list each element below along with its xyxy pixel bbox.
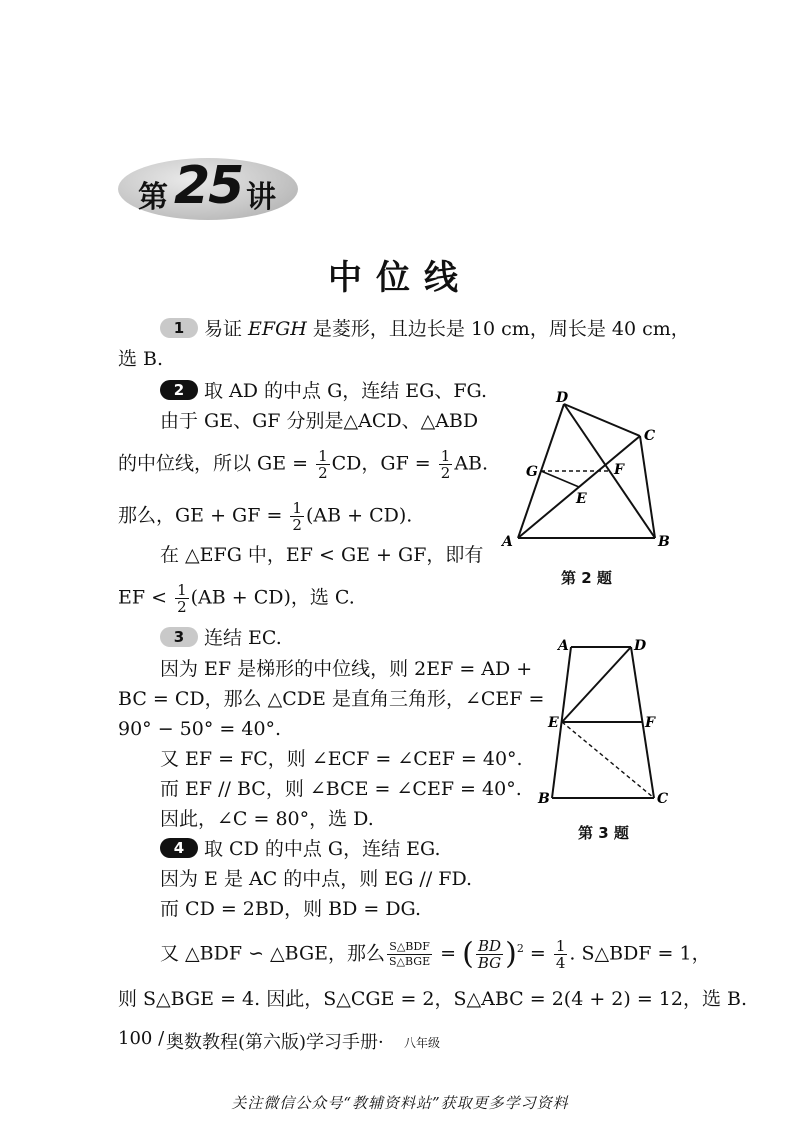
left-paren: ( xyxy=(462,936,474,972)
label-d: D xyxy=(634,638,647,654)
problem-1-line-2: 选 B. xyxy=(118,348,164,370)
exponent: 2 xyxy=(516,942,524,955)
figure-3-diagram xyxy=(530,635,680,815)
lesson-prefix: 第 xyxy=(138,180,168,215)
label-b: B xyxy=(538,791,550,807)
segment-cb xyxy=(640,436,655,538)
segment-ec-dashed xyxy=(562,722,654,798)
grade-label: 八年级 xyxy=(404,1036,441,1050)
lesson-suffix: 讲 xyxy=(246,180,276,215)
problem-3-line-6: 而 EF // BC，则 ∠BCE = ∠CEF = 40°. xyxy=(160,778,522,800)
label-f: F xyxy=(645,715,655,731)
problem-2-line-3: 的中位线，所以 GE = $\frac{1}{2}$ CD，GF = $\frac{1}{2}$ AB. xyxy=(118,447,489,482)
right-paren: ) xyxy=(505,936,517,972)
fraction-half: $\frac{1}{2}$ xyxy=(177,581,187,616)
label-e: E xyxy=(576,491,587,507)
problem-3-number: 3 xyxy=(160,627,198,647)
problem-3-line-3: BC = CD，那么 △CDE 是直角三角形，∠CEF = xyxy=(118,688,545,710)
fraction-half: $\frac{1}{2}$ xyxy=(440,447,451,482)
segment-ge xyxy=(541,471,579,487)
problem-4-line-3: 而 CD = 2BD，则 BD = DG. xyxy=(160,898,422,920)
problem-4-line-1: 4 取 CD 的中点 G，连结 EG. xyxy=(160,836,441,862)
problem-3-line-5: 又 EF = FC，则 ∠ECF = ∠CEF = 40°. xyxy=(160,748,523,770)
page-title: 中位线 xyxy=(328,258,472,298)
fraction-half: $\frac{1}{2}$ xyxy=(292,499,302,534)
label-a: A xyxy=(502,534,513,550)
problem-1-number: 1 xyxy=(160,318,198,338)
quarter-fraction: $\frac{1}{4}$ xyxy=(555,936,566,972)
area-ratio-fraction: $\frac{\text{S△BDF}}{\text{S△BGE}}$ xyxy=(389,939,431,968)
problem-4-line-2: 因为 E 是 AC 的中点，则 EG // FD. xyxy=(160,868,473,890)
problem-4-number: 4 xyxy=(160,838,198,858)
page-number: 100 / xyxy=(118,1028,165,1049)
segment-ed xyxy=(562,647,631,722)
problem-4-line-4: 又 △BDF ∽ △BGE，那么 $\frac{\text{S△BDF}}{\text{S△BGE}}$ = ( $\frac{BD}{BG}$ )$^2$ = $\frac{1}{4}$ . S△BDF = 1， xyxy=(160,936,711,972)
figure-3-caption: 第 3 题 xyxy=(578,824,629,842)
watermark-text: 关注微信公众号“教辅资料站”获取更多学习资料 xyxy=(231,1094,569,1112)
bd-bg-fraction: $\frac{BD}{BG}$ xyxy=(477,936,502,972)
figure-2-caption: 第 2 题 xyxy=(561,569,612,587)
problem-2-line-5: 在 △EFG 中，EF < GE + GF，即有 xyxy=(160,544,484,566)
problem-3-line-1: 3 连结 EC. xyxy=(160,625,282,651)
label-e: E xyxy=(548,715,559,731)
label-f: F xyxy=(614,462,624,478)
fraction-half: $\frac{1}{2}$ xyxy=(318,447,328,482)
label-b: B xyxy=(658,534,670,550)
problem-2-line-4: 那么，GE + GF = $\frac{1}{2}$ (AB + CD). xyxy=(118,499,413,534)
label-c: C xyxy=(644,428,656,444)
problem-2-line-6: EF < $\frac{1}{2}$ (AB + CD)，选 C. xyxy=(118,581,355,616)
problem-3-line-4: 90° − 50° = 40°. xyxy=(118,718,282,740)
problem-2-line-2: 由于 GE、GF 分别是△ACD、△ABD xyxy=(160,410,479,432)
problem-2-number: 2 xyxy=(160,380,198,400)
label-g: G xyxy=(526,464,538,480)
lesson-number: 25 xyxy=(174,156,243,216)
problem-2-line-1: 2 取 AD 的中点 G，连结 EG、FG. xyxy=(160,378,487,404)
figure-2-diagram xyxy=(500,390,680,560)
problem-1-line-1: 1 易证 EFGH 是菱形，且边长是 10 cm，周长是 40 cm， xyxy=(160,316,690,342)
problem-4-line-5: 则 S△BGE = 4. 因此，S△CGE = 2，S△ABC = 2(4 + 2) = 12，选 B. xyxy=(118,988,748,1010)
problem-3-line-7: 因此，∠C = 80°，选 D. xyxy=(160,808,374,830)
label-a: A xyxy=(558,638,569,654)
book-title: 奥数教程(第六版)学习手册· xyxy=(166,1032,384,1053)
label-d: D xyxy=(556,390,569,406)
problem-3-line-2: 因为 EF 是梯形的中位线，则 2EF = AD + xyxy=(160,658,533,680)
label-c: C xyxy=(657,791,669,807)
